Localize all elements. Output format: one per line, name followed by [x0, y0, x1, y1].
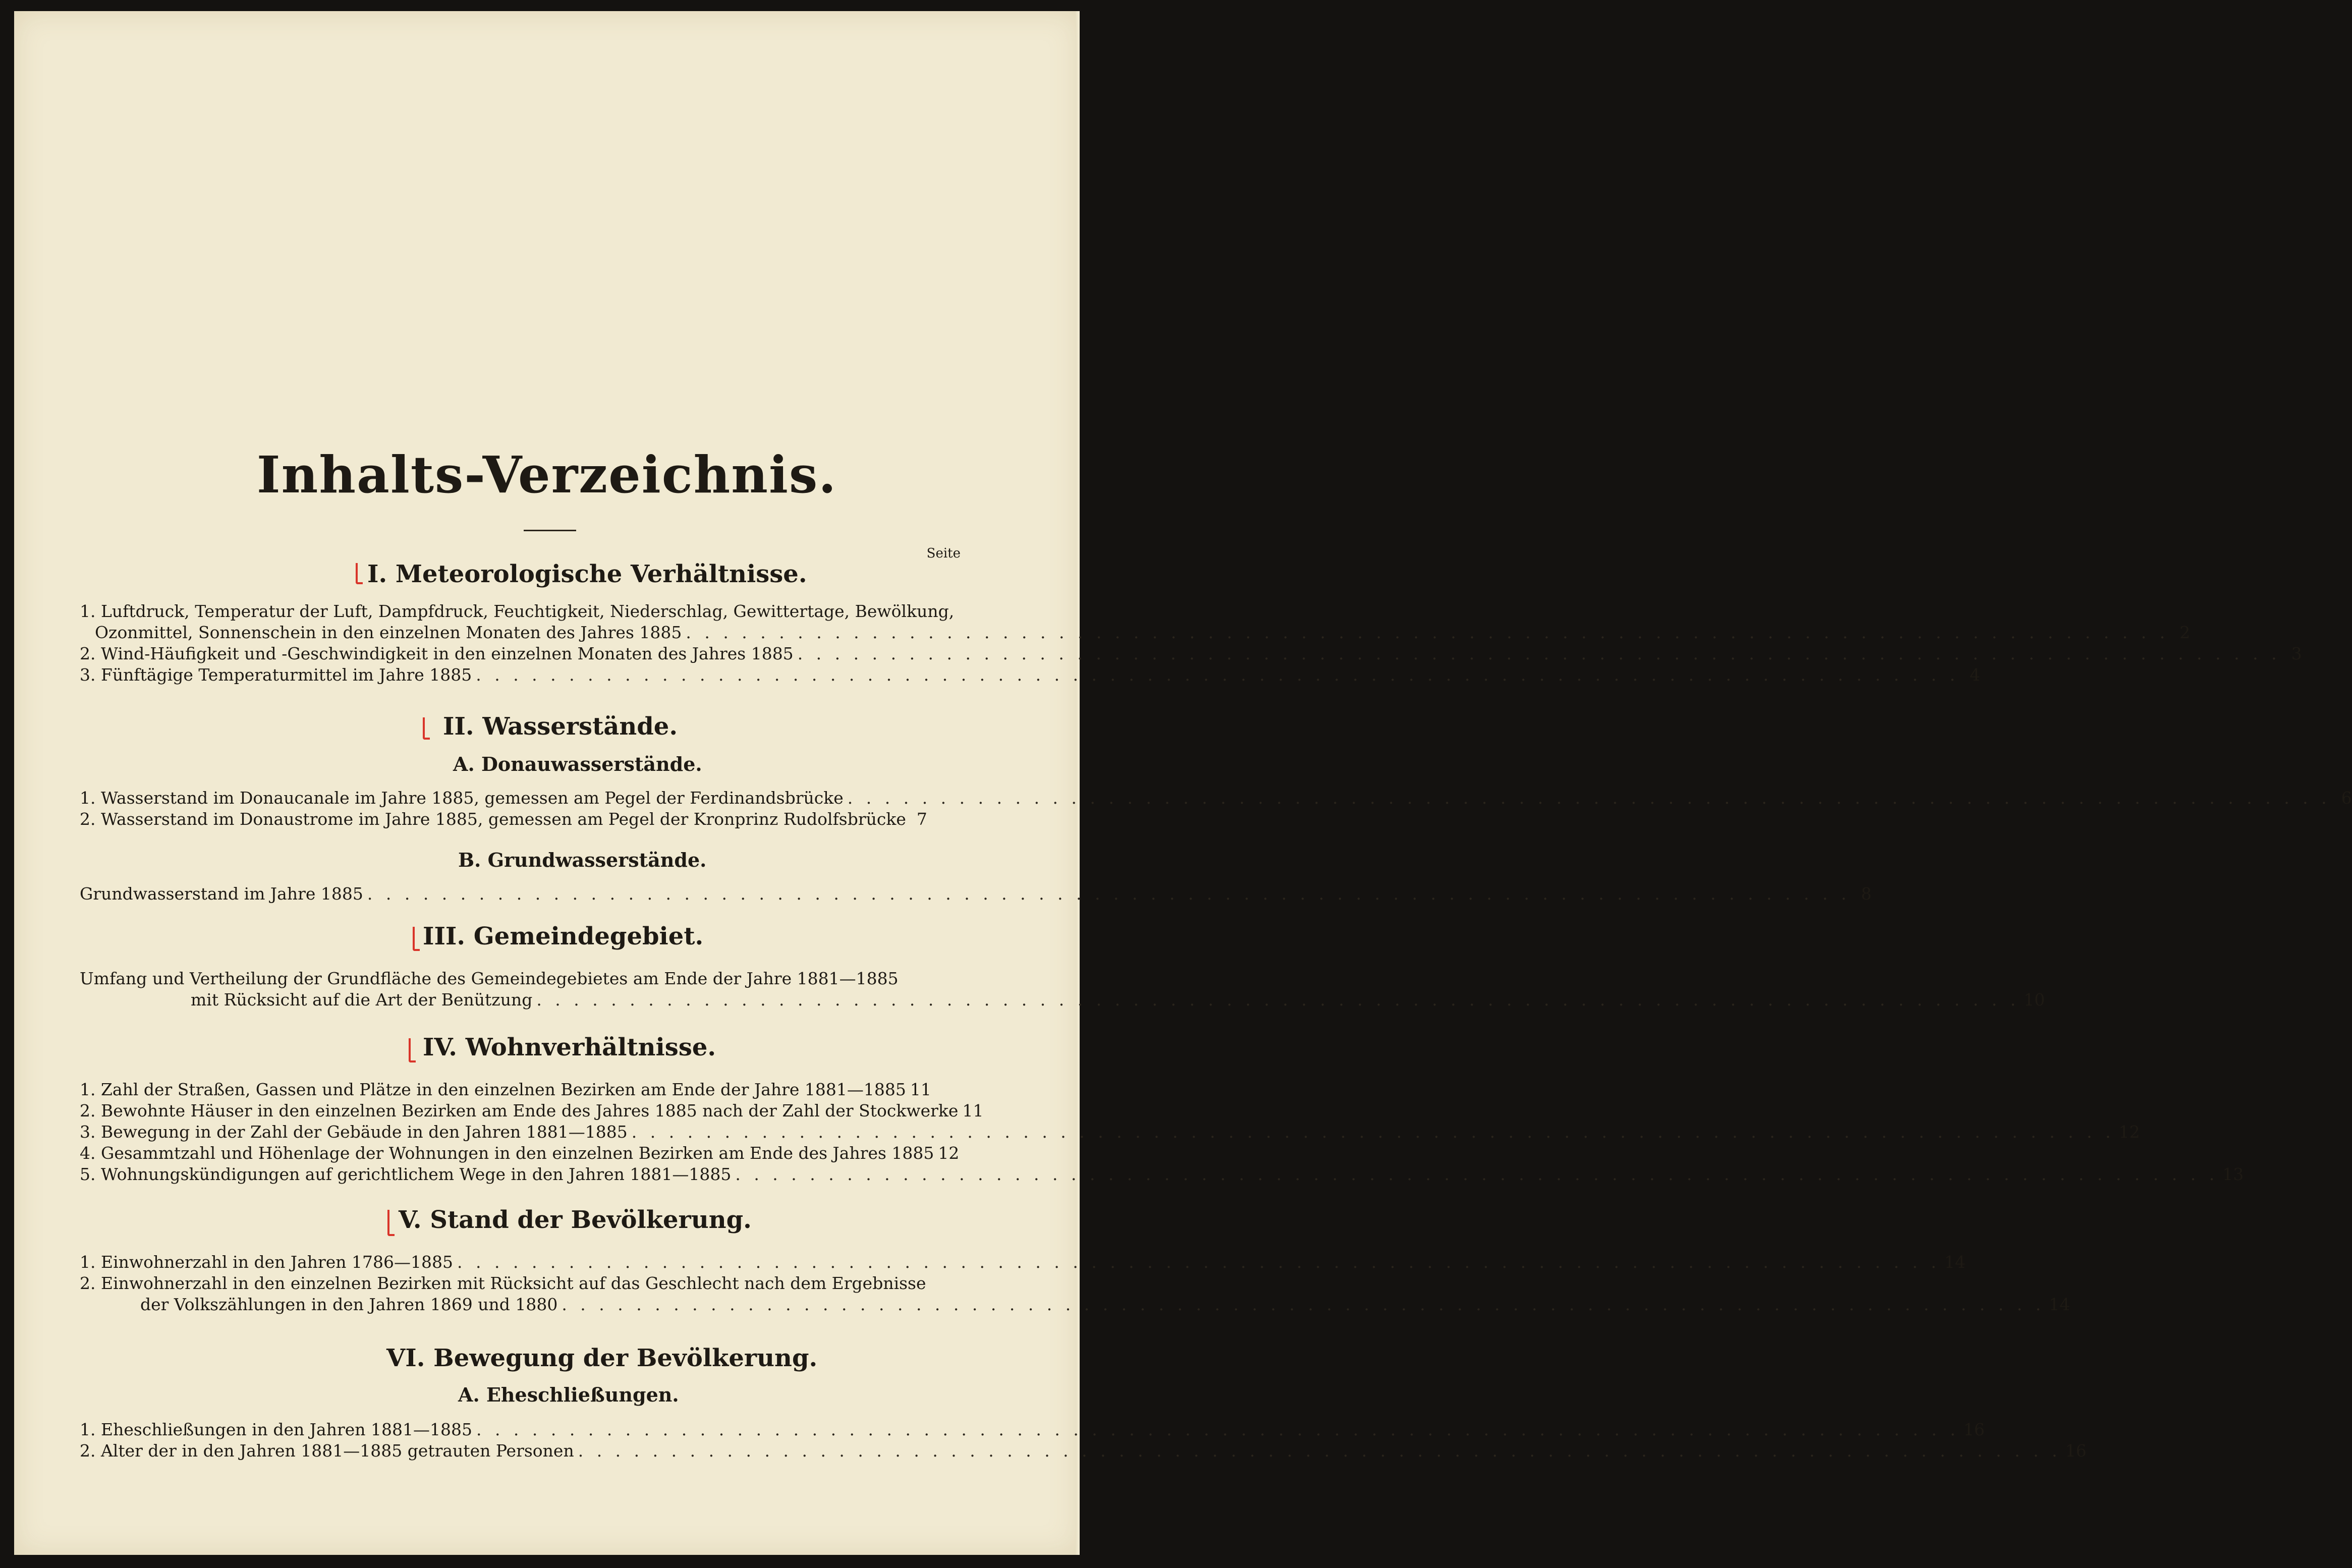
leader-dots: . . . . . . . . . . . . . . . . . . . . . . . . . . . . . . . . . . . . . . . . . . . . . . . . . . . . . . . . . . . . . . . . . . . . . . . . . . . . . . . . — [536, 990, 2020, 1010]
toc-entry-text: 1. Luftdruck, Temperatur der Luft, Dampfdruck, Feuchtigkeit, Niederschlag, Gewittertage, Bewölkung, — [80, 601, 955, 621]
page-number: 12 — [2118, 1122, 2140, 1142]
toc-entry-text: 5. Wohnungskündigungen auf gerichtlichem Wege in den Jahren 1881—1885 — [80, 1164, 732, 1184]
toc-entry — [80, 1101, 984, 1121]
toc-entry — [80, 1164, 2244, 1184]
title-divider — [524, 530, 576, 531]
toc-entry — [191, 990, 2045, 1010]
toc-entry — [80, 1143, 969, 1163]
leader-dots: . . . . . . . . . . . . . . . . . . . . . . . . . . . . . . . . . . . . . . . . . . . . . . . . . . . . . . . . . . . . . . . . . . . . . . . . . . . . . . . . — [562, 1295, 2045, 1314]
toc-entry-text: mit Rücksicht auf die Art der Benützung — [191, 990, 533, 1010]
toc-entry-text: 2. Wasserstand im Donaustrome im Jahre 1885, gemessen am Pegel der Kronprinz Rudolfsbrücke — [80, 809, 906, 829]
subsection-heading: B. Grundwasserstände. — [458, 849, 707, 871]
red-margin-mark — [356, 563, 363, 584]
leader-dots: . . . . . . . . . . . . . . . . . . . . . . . . . . . . . . . . . . . . . . . . . . . . . . . . . . . . . . . . . . . . . . . . . . . . . . . . . . . . . . . . — [686, 623, 2169, 642]
toc-entry-text: 2. Einwohnerzahl in den einzelnen Bezirken mit Rücksicht auf das Geschlecht nach dem Ergebnisse — [80, 1273, 926, 1293]
leader-dots: . . . . . . . . . . . . . . . . . . . . . . . . . . . . . . . . . . . . . . . . . . . . . . . . . . . . . . . . . . . . . . . . . . . . . . . . . . . . . . . . — [735, 1164, 2219, 1184]
leader-dots: . . . . . . . . . . . . . . . . . . . . . . . . . . . . . . . . . . . . . . . . . . . . . . . . . . . . . . . . . . . . . . . . . . . . . . . . . . . . . . . . — [367, 884, 1851, 904]
page-number: 16 — [2065, 1441, 2087, 1461]
page-number: 7 — [916, 809, 927, 829]
toc-entry-text: Umfang und Vertheilung der Grundfläche des Gemeindegebietes am Ende der Jahre 1881—1885 — [80, 969, 899, 988]
page-number: 8 — [1861, 884, 1872, 904]
subsection-heading: A. Eheschließungen. — [458, 1383, 679, 1406]
toc-entry — [80, 1441, 2087, 1461]
leader-dots: . . . . . . . . . . . . . . . . . . . . . . . . . . . . . . . . . . . . . . . . . . . . . . . . . . . . . . . . . . . . . . . . . . . . . . . . . . . . . . . . — [457, 1252, 1940, 1272]
toc-entry — [140, 1295, 2070, 1314]
toc-entry-text: 2. Wind-Häufigkeit und -Geschwindigkeit in den einzelnen Monaten des Jahres 1885 — [80, 644, 794, 663]
section-heading-3: III. Gemeindegebiet. — [423, 922, 704, 950]
toc-entry — [95, 623, 2191, 642]
section-heading-4: IV. Wohnverhältnisse. — [423, 1033, 716, 1061]
toc-entry — [80, 809, 959, 829]
toc-entry-text: der Volkszählungen in den Jahren 1869 und 1880 — [140, 1295, 558, 1314]
toc-entry-text: 3. Fünftägige Temperaturmittel im Jahre 1885 — [80, 665, 472, 685]
toc-entry-text: 4. Gesammtzahl und Höhenlage der Wohnungen in den einzelnen Bezirken am Ende des Jahres 1885 — [80, 1143, 934, 1163]
page-number: 12 — [938, 1143, 960, 1163]
toc-entry — [80, 884, 1872, 904]
leader-dots: . . . . . . . . . . . . . . . . . . . . . . . . . . . . . . . . . . . . . . . . . . . . . . . . . . . . . . . . . . . . . . . . . . . . . . . . . . . . . . . . — [578, 1441, 2061, 1461]
toc-entry-text: Grundwasserstand im Jahre 1885 — [80, 884, 363, 904]
page-number: 6 — [2341, 788, 2352, 808]
toc-entry-text: 1. Wasserstand im Donaucanale im Jahre 1885, gemessen am Pegel der Ferdinandsbrücke — [80, 788, 844, 808]
document-page — [14, 11, 2352, 1555]
red-margin-mark — [413, 927, 420, 951]
page-number: 3 — [2291, 644, 2302, 663]
toc-entry — [80, 1080, 969, 1099]
toc-entry — [80, 665, 1981, 685]
toc-entry-text: 1. Zahl der Straßen, Gassen und Plätze in den einzelnen Bezirken am Ende der Jahre 1881—1885 — [80, 1080, 906, 1099]
page-number: 10 — [2024, 990, 2045, 1010]
page-title: Inhalts-Verzeichnis. — [256, 445, 837, 505]
leader-dots: . . . . . . . . . . . . . . . . . . . . . . . . . . . . . . . . . . . . . . . . . . . . . . . . . . . . . . . . . . . . . . . . . . . . . . . . . . . . . . . . — [847, 788, 2331, 808]
page-number: 2 — [2179, 623, 2191, 642]
toc-entry-text: 3. Bewegung in der Zahl der Gebäude in den Jahren 1881—1885 — [80, 1122, 628, 1142]
page-number: 14 — [1944, 1252, 1966, 1272]
section-heading-5: V. Stand der Bevölkerung. — [399, 1206, 752, 1234]
leader-dots: . . . . . . . . . . . . . . . . . . . . . . . . . . . . . . . . . . . . . . . . . . . . . . . . . . . . . . . . . . . . . . . . . . . . . . . . . . . . . . . . — [476, 1420, 1959, 1439]
page-number: 11 — [962, 1101, 984, 1121]
page-number: 14 — [2049, 1295, 2070, 1314]
page-edge — [1076, 11, 1080, 1555]
toc-entry — [80, 1122, 2140, 1142]
page-number: 11 — [910, 1080, 931, 1099]
leader-dots: . . . . . . . . . . . . . . . . . . . . . . . . . . . . . . . . . . . . . . . . . . . . . . . . . . . . . . . . . . . . . . . . . . . . . . . . . . . . . . . . — [797, 644, 2281, 663]
page-number: 16 — [1963, 1420, 1985, 1439]
leader-dots: . . . . . . . . . . . . . . . . . . . . . . . . . . . . . . . . . . . . . . . . . . . . . . . . . . . . . . . . . . . . . . . . . . . . . . . . . . . . . . . . — [631, 1122, 2115, 1142]
red-margin-mark — [423, 717, 430, 740]
toc-entry-text: Ozonmittel, Sonnenschein in den einzelnen Monaten des Jahres 1885 — [95, 623, 682, 642]
toc-entry — [80, 1420, 1985, 1439]
toc-entry-text: 2. Bewohnte Häuser in den einzelnen Bezirken am Ende des Jahres 1885 nach der Zahl der Stockwerke — [80, 1101, 959, 1121]
section-heading-2: II. Wasserstände. — [443, 712, 678, 741]
page-column-label: Seite — [926, 546, 961, 561]
subsection-heading: A. Donauwasserstände. — [453, 753, 702, 775]
toc-entry — [80, 788, 2352, 808]
section-heading-1: I. Meteorologische Verhältnisse. — [367, 560, 807, 588]
red-margin-mark — [387, 1210, 395, 1236]
page-number: 13 — [2222, 1164, 2244, 1184]
page-number: 4 — [1970, 665, 1981, 685]
red-margin-mark — [409, 1038, 416, 1062]
toc-entry — [80, 1252, 1966, 1272]
section-heading-6: VI. Bewegung der Bevölkerung. — [386, 1344, 818, 1372]
toc-entry — [80, 644, 2302, 663]
leader-dots: . . . . . . . . . . . . . . . . . . . . . . . . . . . . . . . . . . . . . . . . . . . . . . . . . . . . . . . . . . . . . . . . . . . . . . . . . . . . . . . . — [476, 665, 1959, 685]
toc-entry-text: 1. Eheschließungen in den Jahren 1881—1885 — [80, 1420, 472, 1439]
toc-entry-text: 2. Alter der in den Jahren 1881—1885 getrauten Personen — [80, 1441, 574, 1461]
toc-entry-text: 1. Einwohnerzahl in den Jahren 1786—1885 — [80, 1252, 454, 1272]
